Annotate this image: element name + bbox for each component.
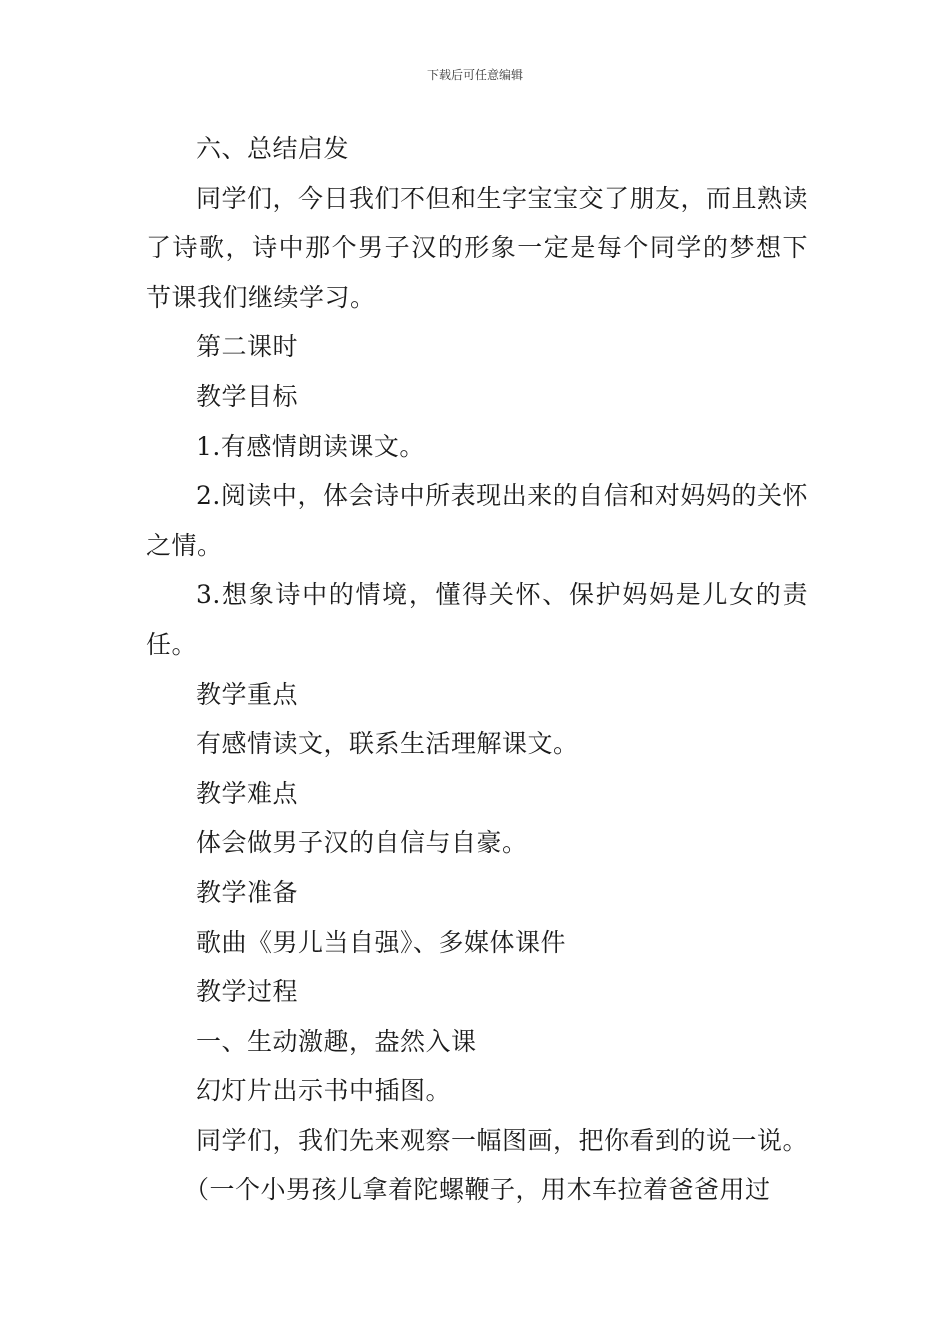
paragraph-slide: 幻灯片出示书中插图。: [196, 1076, 452, 1106]
document-body: [146, 124, 808, 1215]
paragraph-description: （一个小男孩儿拿着陀螺鞭子，用木车拉着爸爸用过: [184, 1175, 771, 1205]
heading-key-points: 教学重点: [196, 679, 299, 709]
paragraph-summary: 同学们，今日我们不但和生字宝宝交了朋友，而且熟读了诗歌，诗中那个男子汉的形象一定是每个同学的梦想下节课我们继续学习。: [146, 183, 809, 312]
heading-preparation: 教学准备: [196, 877, 299, 907]
paragraph-observe: 同学们，我们先来观察一幅图画，把你看到的说一说。: [196, 1125, 809, 1155]
section-heading-intro: 一、生动激趣，盎然入课: [196, 1026, 477, 1056]
heading-teaching-goals: 教学目标: [196, 381, 299, 411]
lesson-heading: 第二课时: [196, 332, 299, 362]
section-heading-summary: 六、总结启发: [196, 134, 350, 163]
page-header-note: 下载后可任意编辑: [426, 68, 523, 82]
heading-difficulties: 教学难点: [196, 778, 299, 808]
paragraph-key-points: 有感情读文，联系生活理解课文。: [196, 729, 579, 759]
goal-item-3: 3.想象诗中的情境，懂得关怀、保护妈妈是儿女的责任。: [146, 580, 808, 659]
heading-process: 教学过程: [196, 977, 299, 1007]
paragraph-preparation: 歌曲《男儿当自强》、多媒体课件: [196, 927, 567, 957]
goal-item-2: 2.阅读中，体会诗中所表现出来的自信和对妈妈的关怀之情。: [146, 481, 808, 560]
paragraph-difficulties: 体会做男子汉的自信与自豪。: [196, 828, 528, 858]
goal-item-1: 1.有感情朗读课文。: [196, 431, 425, 461]
